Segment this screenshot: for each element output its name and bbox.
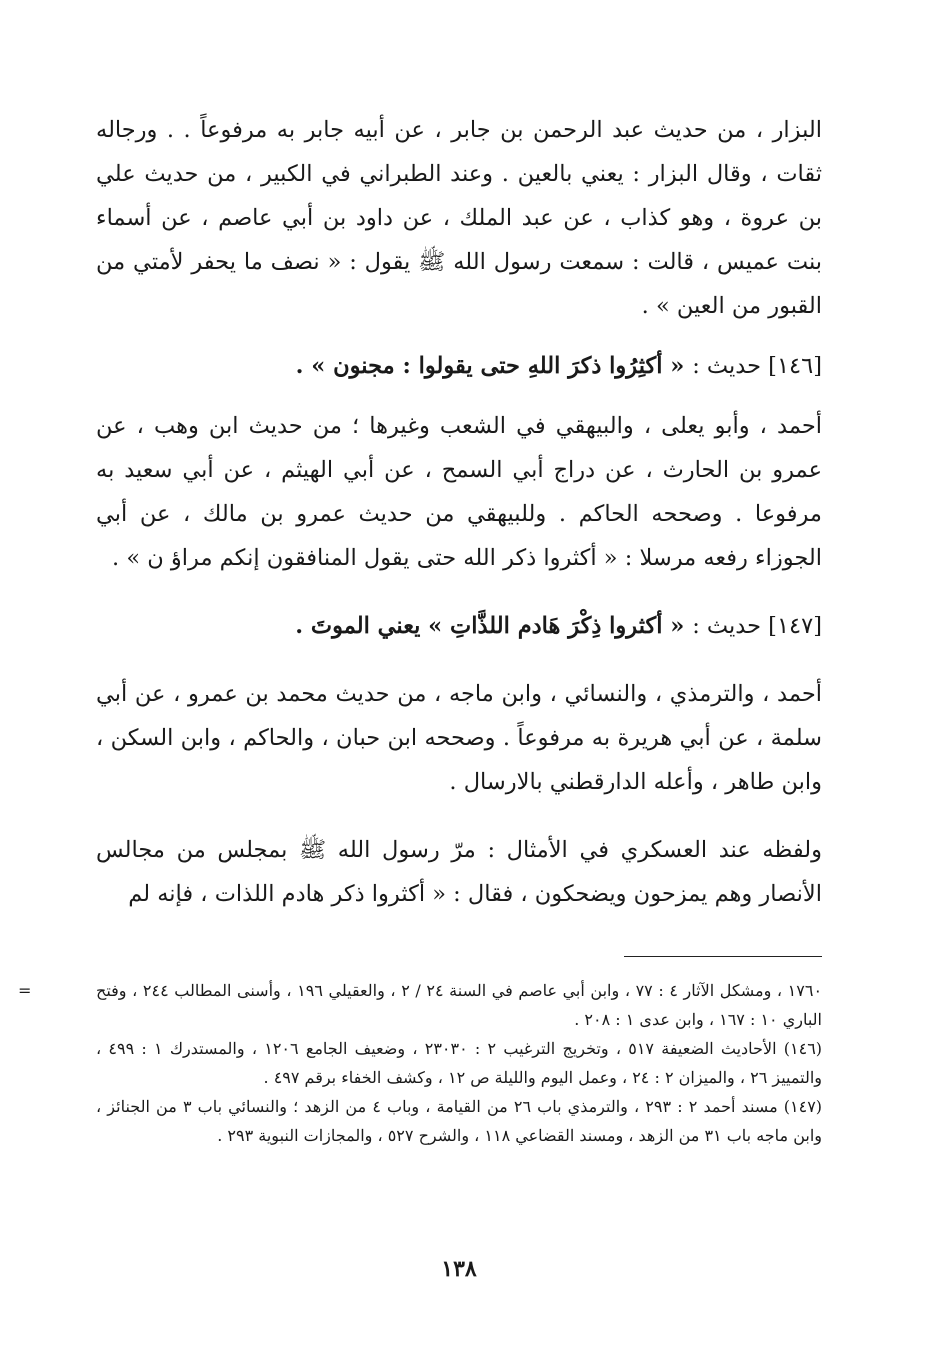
spacer	[96, 804, 822, 828]
hadith-number-146: [١٤٦] حديث :	[692, 353, 822, 379]
hadith-heading-147	[96, 604, 822, 648]
spacer	[96, 328, 822, 344]
continuation-mark: =	[18, 981, 32, 1000]
footnote-147: (١٤٧) مسند أحمد ٢ : ٢٩٣ ، والترمذي باب ٢٦ من القيامة ، وباب ٤ من الزهد ؛ والنسائي باب ٣ من الجنائز ، وابن ماجه باب ٣١ من الزهد ، ومسند القضاعي ١١٨ ، والشرح ٥٢٧ ، والمجازات النبوية ٢٩٣ .	[96, 1097, 823, 1145]
footnote-continuation-text: ١٧٦٠ ، ومشكل الآثار ٤ : ٧٧ ، وابن أبي عاصم في السنة ٢٤ / ٢ ، والعقيلي ١٩٦ ، وأسنى المطالب ٢٤٤ ، وفتح الباري ١٠ : ١٦٧ ، وابن عدى ١ : ٢٠٨ .	[96, 981, 823, 1029]
hadith-text-147: « أكثروا ذِكْرَ هَادم اللذَّاتِ » يعني الموتَ .	[295, 613, 685, 639]
page-number: ١٣٨	[441, 1256, 477, 1282]
spacer	[96, 388, 822, 404]
hadith-text-146: « أكثِرُوا ذكرَ اللهِ حتى يقولوا : مجنون » .	[295, 353, 685, 379]
hadith-number-147: [١٤٧] حديث :	[692, 613, 822, 639]
spacer	[96, 580, 822, 604]
book-page	[18, 108, 823, 1348]
paragraph-takhrij-147: أحمد ، والترمذي ، والنسائي ، وابن ماجه ، من حديث محمد بن عمرو ، عن أبي سلمة ، عن أبي هريرة به مرفوعاً . وصححه ابن حبان ، والحاكم ، وابن السكن ، وابن طاهر ، وأعله الدارقطني بالارسال .	[96, 681, 822, 795]
paragraph-takhrij-146: أحمد ، وأبو يعلى ، والبيهقي في الشعب وغيرها ؛ من حديث ابن وهب ، عن عمرو بن الحارث ، عن دراج أبي السمح ، عن أبي الهيثم ، عن أبي سعيد به مرفوعا . وصححه الحاكم . وللبيهقي من حديث عمرو بن مالك ، عن أبي الجوزاء رفعه مرسلا : « أكثروا ذكر الله حتى يقول المنافقون إنكم مراؤ ن » .	[96, 413, 822, 571]
footnote-separator	[624, 956, 822, 957]
paragraph-intro: البزار ، من حديث عبد الرحمن بن جابر ، عن أبيه جابر به مرفوعاً . . ورجاله ثقات ، وقال البزار : يعني بالعين . وعند الطبراني في الكبير ، من حديث علي بن عروة ، وهو كذاب ، عن عبد الملك ، عن داود بن أبي عاصم ، عن أسماء بنت عميس ، قالت : سمعت رسول الله ﷺ يقول : « نصف ما يحفر لأمتي من القبور من العين » .	[96, 117, 822, 319]
spacer	[96, 648, 822, 672]
footnote-146: (١٤٦) الأحاديث الضعيفة ٥١٧ ، وتخريج الترغيب ٢ : ٢٣٠٣٠ ، وضعيف الجامع ١٢٠٦ ، والمستدرك ١ : ٤٩٩ ، والتمييز ٢٦ ، والميزان ٢ : ٢٤ ، وعمل اليوم والليلة ص ١٢ ، وكشف الخفاء برقم ٤٩٧ .	[96, 1039, 823, 1087]
footnotes	[18, 976, 823, 1150]
hadith-heading-146	[96, 344, 822, 388]
paragraph-askari: ولفظه عند العسكري في الأمثال : مرّ رسول الله ﷺ بمجلس من مجالس الأنصار وهم يمزحون ويضحكون ، فقال : « أكثروا ذكر هادم اللذات ، فإنه لم	[96, 837, 822, 907]
footnote-continuation	[18, 976, 823, 1034]
